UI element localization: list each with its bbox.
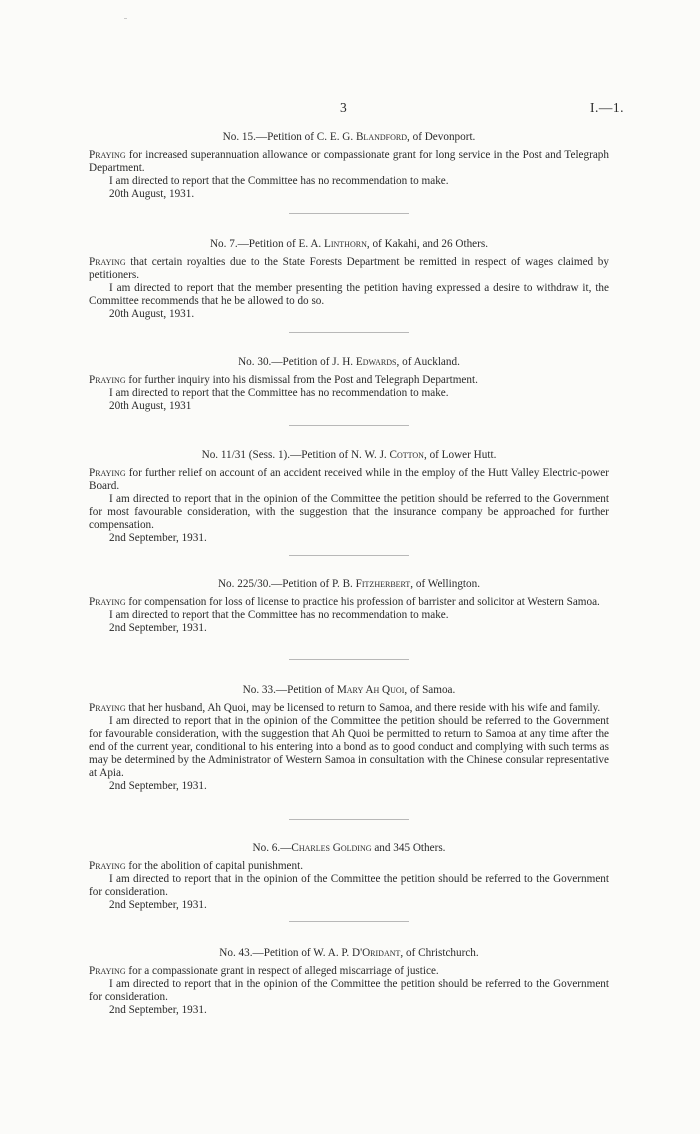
petition-title: No. 225/30.—Petition of P. B. Fitzherbert, of Wellington. bbox=[217, 578, 481, 590]
petition-entry bbox=[89, 842, 609, 912]
section-divider bbox=[289, 659, 409, 660]
praying-paragraph: Praying for the abolition of capital punishment. bbox=[89, 860, 304, 872]
petition-date: 2nd September, 1931. bbox=[109, 899, 207, 911]
petition-date: 20th August, 1931. bbox=[109, 308, 195, 320]
petitioner-name: Fitzherbert bbox=[355, 578, 411, 590]
petitioner-name: Blandford bbox=[355, 131, 407, 143]
section-divider bbox=[289, 819, 409, 820]
section-divider bbox=[289, 921, 409, 922]
petition-title: No. 43.—Petition of W. A. P. D'Oridant, of Christchurch. bbox=[219, 947, 479, 959]
petition-entry bbox=[89, 238, 609, 321]
petition-title: No. 15.—Petition of C. E. G. Blandford, of Devonport. bbox=[222, 131, 476, 143]
report-paragraph: I am directed to report that the Committee has no recommendation to make. bbox=[109, 175, 449, 187]
petition-date: 2nd September, 1931. bbox=[109, 780, 207, 792]
petition-date: 2nd September, 1931. bbox=[109, 532, 207, 544]
petition-date: 20th August, 1931. bbox=[109, 188, 195, 200]
petition-date: 2nd September, 1931. bbox=[109, 1004, 207, 1016]
praying-paragraph: Praying for a compassionate grant in respect of alleged miscarriage of justice. bbox=[89, 965, 439, 977]
page-header bbox=[0, 100, 700, 120]
petitioner-name: D'Oridant bbox=[352, 947, 401, 959]
section-divider bbox=[289, 332, 409, 333]
document-reference: I.—1. bbox=[590, 100, 624, 115]
petition-entry bbox=[89, 131, 609, 201]
section-divider bbox=[289, 213, 409, 214]
petition-title: No. 33.—Petition of Mary Ah Quoi, of Samoa. bbox=[242, 684, 456, 696]
petition-title: No. 11/31 (Sess. 1).—Petition of N. W. J. Cotton, of Lower Hutt. bbox=[201, 449, 497, 461]
petition-date: 20th August, 1931 bbox=[109, 400, 192, 412]
praying-paragraph: Praying that certain royalties due to the State Forests Department be remitted in respect of wages claimed by petitioners. bbox=[89, 256, 609, 281]
praying-paragraph: Praying for compensation for loss of license to practice his profession of barrister and solicitor at Western Samoa. bbox=[89, 596, 600, 608]
report-paragraph: I am directed to report that in the opinion of the Committee the petition should be referred to the Government for consideration. bbox=[89, 873, 609, 898]
report-paragraph: I am directed to report that in the opinion of the Committee the petition should be referred to the Government for favourable consideration, with the suggestion that Ah Quoi be permitted to return to Samoa at any time after the end of the current year, conditional to his entering into a bond as to good conduct and complying with such terms as may be determined by the Administrator of Western Samoa in consultation with the Chinese consular representative at Apia. bbox=[89, 715, 609, 779]
petition-entry bbox=[89, 356, 609, 413]
petition-title: No. 6.—Charles Golding and 345 Others. bbox=[252, 842, 446, 854]
section-divider bbox=[289, 425, 409, 426]
petition-entry bbox=[89, 684, 609, 793]
report-paragraph: I am directed to report that in the opinion of the Committee the petition should be referred to the Government for consideration. bbox=[89, 978, 609, 1003]
petitioner-name: Edwards bbox=[355, 356, 397, 368]
petitioner-name: Cotton bbox=[389, 449, 424, 461]
report-paragraph: I am directed to report that the member presenting the petition having expressed a desire to withdraw it, the Committee recommends that he be allowed to do so. bbox=[89, 282, 609, 307]
petition-date: 2nd September, 1931. bbox=[109, 622, 207, 634]
section-divider bbox=[289, 555, 409, 556]
petition-title: No. 7.—Petition of E. A. Linthorn, of Kakahi, and 26 Others. bbox=[209, 238, 489, 250]
praying-paragraph: Praying for increased superannuation allowance or compassionate grant for long service in the Post and Telegraph Department. bbox=[89, 149, 609, 174]
report-paragraph: I am directed to report that the Committee has no recommendation to make. bbox=[109, 387, 449, 399]
petitioner-name: Mary Ah Quoi bbox=[336, 684, 405, 696]
page-number: 3 bbox=[340, 100, 347, 115]
praying-paragraph: Praying for further inquiry into his dismissal from the Post and Telegraph Department. bbox=[89, 374, 478, 386]
petition-entry bbox=[89, 947, 609, 1017]
petition-entry bbox=[89, 578, 609, 635]
petition-title: No. 30.—Petition of J. H. Edwards, of Auckland. bbox=[238, 356, 460, 368]
report-paragraph: I am directed to report that the Committee has no recommendation to make. bbox=[109, 609, 449, 621]
scan-mark bbox=[124, 18, 127, 19]
praying-paragraph: Praying for further relief on account of an accident received while in the employ of the Hutt Valley Electric-power Board. bbox=[89, 467, 609, 492]
praying-paragraph: Praying that her husband, Ah Quoi, may be licensed to return to Samoa, and there reside with his wife and family. bbox=[89, 702, 601, 714]
report-paragraph: I am directed to report that in the opinion of the Committee the petition should be referred to the Government for most favourable consideration, with the suggestion that the insurance company be approached for further compensation. bbox=[89, 493, 609, 531]
petitioner-name: Charles Golding bbox=[291, 842, 372, 854]
petitioner-name: Linthorn bbox=[324, 238, 367, 250]
petition-entry bbox=[89, 449, 609, 545]
